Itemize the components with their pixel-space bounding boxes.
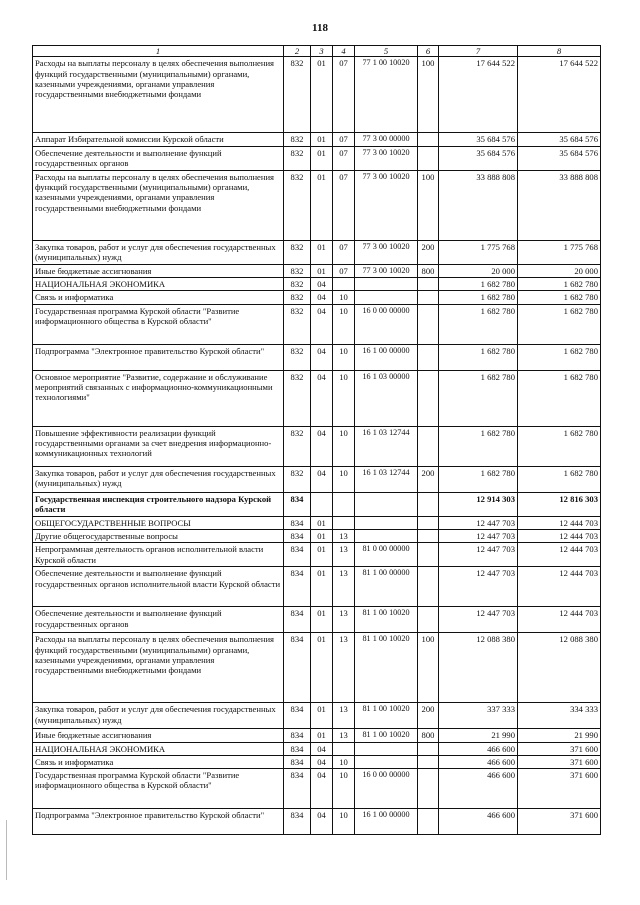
cell-amount-1: 337 333 — [439, 703, 518, 729]
cell-vr — [418, 146, 439, 170]
row-name: Расходы на выплаты персоналу в целях обеспечения выполнения функций государственными (муниципальными) органами, казенными учреждениями, органами управления государственными внебюджетными фондами — [33, 633, 284, 703]
cell-vr — [418, 370, 439, 426]
cell-csr: 16 1 00 00000 — [355, 344, 418, 370]
cell-amount-2: 12 816 303 — [518, 492, 601, 516]
cell-csr: 77 3 00 00000 — [355, 133, 418, 146]
cell-pr: 13 — [333, 729, 355, 742]
cell-csr — [355, 291, 418, 304]
cell-ved: 832 — [284, 264, 311, 277]
cell-csr: 81 1 00 10020 — [355, 607, 418, 633]
table-row — [33, 133, 601, 146]
cell-rz: 04 — [311, 304, 333, 344]
cell-ved: 832 — [284, 146, 311, 170]
row-name: Основное мероприятие "Развитие, содержание и обслуживание мероприятий связанных с информационно-коммуникационными технологиями" — [33, 370, 284, 426]
cell-amount-2: 371 600 — [518, 755, 601, 768]
cell-pr: 10 — [333, 809, 355, 835]
cell-vr — [418, 516, 439, 529]
cell-amount-1: 12 447 703 — [439, 567, 518, 607]
cell-vr: 800 — [418, 729, 439, 742]
cell-amount-2: 1 775 768 — [518, 240, 601, 264]
cell-ved: 834 — [284, 703, 311, 729]
cell-csr: 77 3 00 10020 — [355, 240, 418, 264]
row-name: Иные бюджетные ассигнования — [33, 729, 284, 742]
cell-rz: 01 — [311, 633, 333, 703]
table-row — [33, 264, 601, 277]
header-cell: 7 — [439, 46, 518, 57]
table-row — [33, 742, 601, 755]
cell-ved: 832 — [284, 370, 311, 426]
cell-ved: 834 — [284, 567, 311, 607]
cell-pr — [333, 742, 355, 755]
row-name: НАЦИОНАЛЬНАЯ ЭКОНОМИКА — [33, 277, 284, 290]
cell-ved: 834 — [284, 742, 311, 755]
cell-pr: 13 — [333, 607, 355, 633]
cell-amount-2: 12 444 703 — [518, 543, 601, 567]
row-name: Непрограммная деятельность органов исполнительной власти Курской области — [33, 543, 284, 567]
cell-amount-2: 1 682 780 — [518, 304, 601, 344]
cell-csr: 81 1 00 00000 — [355, 567, 418, 607]
header-cell: 1 — [33, 46, 284, 57]
page-number: 118 — [312, 22, 328, 34]
cell-ved: 832 — [284, 466, 311, 492]
cell-rz: 04 — [311, 755, 333, 768]
table-row — [33, 543, 601, 567]
cell-ved: 834 — [284, 492, 311, 516]
row-name: Иные бюджетные ассигнования — [33, 264, 284, 277]
row-name: Подпрограмма "Электронное правительство Курской области" — [33, 344, 284, 370]
cell-amount-2: 20 000 — [518, 264, 601, 277]
row-name: Обеспечение деятельности и выполнение функций государственных органов — [33, 607, 284, 633]
cell-pr: 13 — [333, 703, 355, 729]
cell-csr: 16 0 00 00000 — [355, 769, 418, 809]
table-row — [33, 146, 601, 170]
table-header-row — [33, 46, 601, 57]
table-row — [33, 277, 601, 290]
table-row — [33, 370, 601, 426]
cell-amount-2: 334 333 — [518, 703, 601, 729]
cell-vr — [418, 755, 439, 768]
cell-csr — [355, 529, 418, 542]
cell-amount-1: 466 600 — [439, 769, 518, 809]
cell-pr: 10 — [333, 370, 355, 426]
cell-amount-1: 12 447 703 — [439, 516, 518, 529]
cell-amount-2: 21 990 — [518, 729, 601, 742]
cell-vr: 200 — [418, 703, 439, 729]
table-row — [33, 755, 601, 768]
cell-ved: 832 — [284, 133, 311, 146]
cell-rz: 01 — [311, 264, 333, 277]
cell-amount-1: 1 775 768 — [439, 240, 518, 264]
cell-ved: 834 — [284, 543, 311, 567]
cell-amount-1: 1 682 780 — [439, 304, 518, 344]
cell-ved: 832 — [284, 170, 311, 240]
row-name: Аппарат Избирательной комиссии Курской области — [33, 133, 284, 146]
cell-vr — [418, 304, 439, 344]
cell-amount-2: 371 600 — [518, 769, 601, 809]
cell-rz: 04 — [311, 742, 333, 755]
cell-ved: 832 — [284, 57, 311, 133]
cell-vr — [418, 809, 439, 835]
cell-pr: 10 — [333, 466, 355, 492]
cell-amount-2: 371 600 — [518, 742, 601, 755]
table-row — [33, 633, 601, 703]
cell-ved: 834 — [284, 809, 311, 835]
cell-amount-2: 12 088 380 — [518, 633, 601, 703]
cell-amount-2: 12 444 703 — [518, 567, 601, 607]
table-row — [33, 529, 601, 542]
cell-rz: 01 — [311, 240, 333, 264]
cell-vr — [418, 277, 439, 290]
cell-amount-2: 1 682 780 — [518, 291, 601, 304]
cell-pr: 13 — [333, 567, 355, 607]
cell-csr: 77 3 00 10020 — [355, 264, 418, 277]
cell-csr: 16 0 00 00000 — [355, 304, 418, 344]
cell-rz: 01 — [311, 567, 333, 607]
row-name: Связь и информатика — [33, 755, 284, 768]
cell-rz: 04 — [311, 769, 333, 809]
row-name: НАЦИОНАЛЬНАЯ ЭКОНОМИКА — [33, 742, 284, 755]
row-name: Государственная инспекция строительного надзора Курской области — [33, 492, 284, 516]
cell-pr: 13 — [333, 543, 355, 567]
cell-rz: 01 — [311, 703, 333, 729]
cell-ved: 832 — [284, 291, 311, 304]
cell-rz: 01 — [311, 516, 333, 529]
table-row — [33, 809, 601, 835]
cell-csr — [355, 516, 418, 529]
cell-csr: 81 1 00 10020 — [355, 633, 418, 703]
row-name: Расходы на выплаты персоналу в целях обеспечения выполнения функций государственными (муниципальными) органами, казенными учреждениями, органами управления государственными внебюджетными фондами — [33, 170, 284, 240]
row-name: Другие общегосударственные вопросы — [33, 529, 284, 542]
budget-table — [32, 45, 601, 835]
cell-csr: 16 1 03 12744 — [355, 426, 418, 466]
cell-amount-2: 12 444 703 — [518, 529, 601, 542]
cell-amount-2: 1 682 780 — [518, 344, 601, 370]
cell-vr: 200 — [418, 466, 439, 492]
cell-amount-1: 1 682 780 — [439, 466, 518, 492]
header-cell: 4 — [333, 46, 355, 57]
cell-rz: 01 — [311, 529, 333, 542]
cell-amount-1: 12 914 303 — [439, 492, 518, 516]
cell-vr — [418, 492, 439, 516]
cell-amount-1: 12 447 703 — [439, 529, 518, 542]
cell-csr — [355, 492, 418, 516]
table-row — [33, 729, 601, 742]
cell-amount-1: 20 000 — [439, 264, 518, 277]
row-name: Повышение эффективности реализации функций государственными органами за счет внедрения информационно-коммуникационных технологий — [33, 426, 284, 466]
row-name: Расходы на выплаты персоналу в целях обеспечения выполнения функций государственными (муниципальными) органами, казенными учреждениями, органами управления государственными внебюджетными фондами — [33, 57, 284, 133]
row-name: Связь и информатика — [33, 291, 284, 304]
cell-amount-1: 1 682 780 — [439, 370, 518, 426]
cell-amount-1: 21 990 — [439, 729, 518, 742]
cell-ved: 834 — [284, 769, 311, 809]
table-row — [33, 607, 601, 633]
cell-amount-2: 1 682 780 — [518, 277, 601, 290]
cell-rz: 01 — [311, 146, 333, 170]
cell-csr: 81 1 00 10020 — [355, 703, 418, 729]
cell-amount-2: 17 644 522 — [518, 57, 601, 133]
cell-amount-2: 12 444 703 — [518, 516, 601, 529]
cell-vr: 800 — [418, 264, 439, 277]
cell-csr: 77 3 00 10020 — [355, 146, 418, 170]
cell-vr — [418, 529, 439, 542]
row-name: Подпрограмма "Электронное правительство Курской области" — [33, 809, 284, 835]
cell-rz: 01 — [311, 543, 333, 567]
cell-csr: 16 1 03 00000 — [355, 370, 418, 426]
cell-ved: 832 — [284, 277, 311, 290]
cell-rz: 04 — [311, 809, 333, 835]
header-cell: 8 — [518, 46, 601, 57]
table-row — [33, 516, 601, 529]
row-name: Обеспечение деятельности и выполнение функций государственных органов исполнительной власти Курской области — [33, 567, 284, 607]
table-row — [33, 466, 601, 492]
cell-amount-2: 371 600 — [518, 809, 601, 835]
cell-pr: 10 — [333, 291, 355, 304]
table-row — [33, 703, 601, 729]
cell-vr: 200 — [418, 240, 439, 264]
cell-csr: 81 1 00 10020 — [355, 729, 418, 742]
row-name: Закупка товаров, работ и услуг для обеспечения государственных (муниципальных) нужд — [33, 240, 284, 264]
cell-pr: 10 — [333, 304, 355, 344]
cell-amount-2: 33 888 808 — [518, 170, 601, 240]
cell-csr: 16 1 03 12744 — [355, 466, 418, 492]
cell-csr: 77 3 00 10020 — [355, 170, 418, 240]
table-row — [33, 170, 601, 240]
header-cell: 2 — [284, 46, 311, 57]
cell-pr — [333, 492, 355, 516]
cell-csr — [355, 755, 418, 768]
header-cell: 5 — [355, 46, 418, 57]
cell-pr: 13 — [333, 633, 355, 703]
cell-pr: 07 — [333, 264, 355, 277]
cell-amount-1: 12 447 703 — [439, 607, 518, 633]
table-row — [33, 567, 601, 607]
cell-csr — [355, 277, 418, 290]
cell-amount-2: 12 444 703 — [518, 607, 601, 633]
cell-ved: 832 — [284, 426, 311, 466]
cell-rz: 01 — [311, 57, 333, 133]
cell-amount-1: 35 684 576 — [439, 133, 518, 146]
cell-amount-2: 1 682 780 — [518, 426, 601, 466]
table-row — [33, 240, 601, 264]
table-row — [33, 304, 601, 344]
cell-vr — [418, 567, 439, 607]
cell-vr — [418, 133, 439, 146]
cell-rz: 04 — [311, 291, 333, 304]
cell-amount-1: 1 682 780 — [439, 277, 518, 290]
cell-pr: 07 — [333, 240, 355, 264]
cell-amount-1: 466 600 — [439, 755, 518, 768]
cell-vr: 100 — [418, 170, 439, 240]
cell-rz: 01 — [311, 607, 333, 633]
cell-vr: 100 — [418, 57, 439, 133]
table-row — [33, 492, 601, 516]
table-row — [33, 344, 601, 370]
cell-rz: 04 — [311, 426, 333, 466]
cell-pr: 10 — [333, 769, 355, 809]
table-row — [33, 291, 601, 304]
table-body — [33, 57, 601, 835]
cell-ved: 834 — [284, 755, 311, 768]
cell-amount-1: 17 644 522 — [439, 57, 518, 133]
cell-ved: 834 — [284, 729, 311, 742]
row-name: Государственная программа Курской области "Развитие информационного общества в Курской области" — [33, 769, 284, 809]
table-row — [33, 769, 601, 809]
row-name: Обеспечение деятельности и выполнение функций государственных органов — [33, 146, 284, 170]
cell-pr: 10 — [333, 755, 355, 768]
cell-amount-2: 35 684 576 — [518, 146, 601, 170]
cell-pr — [333, 277, 355, 290]
cell-rz: 01 — [311, 133, 333, 146]
cell-csr — [355, 742, 418, 755]
cell-amount-1: 1 682 780 — [439, 426, 518, 466]
cell-amount-1: 12 447 703 — [439, 543, 518, 567]
cell-vr — [418, 607, 439, 633]
cell-amount-2: 1 682 780 — [518, 466, 601, 492]
cell-vr — [418, 742, 439, 755]
cell-vr — [418, 344, 439, 370]
cell-rz: 04 — [311, 466, 333, 492]
table-row — [33, 426, 601, 466]
cell-amount-2: 35 684 576 — [518, 133, 601, 146]
cell-ved: 834 — [284, 633, 311, 703]
cell-amount-1: 35 684 576 — [439, 146, 518, 170]
row-name: Закупка товаров, работ и услуг для обеспечения государственных (муниципальных) нужд — [33, 703, 284, 729]
cell-pr: 07 — [333, 57, 355, 133]
header-cell: 6 — [418, 46, 439, 57]
row-name: ОБЩЕГОСУДАРСТВЕННЫЕ ВОПРОСЫ — [33, 516, 284, 529]
cell-amount-1: 33 888 808 — [439, 170, 518, 240]
cell-rz: 04 — [311, 344, 333, 370]
cell-pr: 10 — [333, 344, 355, 370]
cell-pr: 07 — [333, 170, 355, 240]
cell-rz: 01 — [311, 729, 333, 742]
cell-amount-1: 466 600 — [439, 742, 518, 755]
cell-rz: 01 — [311, 170, 333, 240]
cell-ved: 832 — [284, 304, 311, 344]
cell-rz — [311, 492, 333, 516]
table-row — [33, 57, 601, 133]
cell-amount-1: 1 682 780 — [439, 344, 518, 370]
cell-rz: 04 — [311, 370, 333, 426]
cell-amount-1: 466 600 — [439, 809, 518, 835]
cell-ved: 834 — [284, 516, 311, 529]
cell-csr: 77 1 00 10020 — [355, 57, 418, 133]
cell-csr: 81 0 00 00000 — [355, 543, 418, 567]
cell-ved: 832 — [284, 344, 311, 370]
scan-margin-line — [6, 820, 7, 880]
cell-pr: 10 — [333, 426, 355, 466]
cell-vr — [418, 291, 439, 304]
cell-pr: 07 — [333, 146, 355, 170]
row-name: Государственная программа Курской области "Развитие информационного общества в Курской области" — [33, 304, 284, 344]
cell-pr: 13 — [333, 529, 355, 542]
cell-amount-1: 1 682 780 — [439, 291, 518, 304]
cell-pr — [333, 516, 355, 529]
cell-amount-1: 12 088 380 — [439, 633, 518, 703]
cell-vr: 100 — [418, 633, 439, 703]
cell-vr — [418, 543, 439, 567]
cell-amount-2: 1 682 780 — [518, 370, 601, 426]
cell-pr: 07 — [333, 133, 355, 146]
cell-ved: 834 — [284, 607, 311, 633]
cell-ved: 832 — [284, 240, 311, 264]
row-name: Закупка товаров, работ и услуг для обеспечения государственных (муниципальных) нужд — [33, 466, 284, 492]
header-cell: 3 — [311, 46, 333, 57]
cell-vr — [418, 769, 439, 809]
cell-rz: 04 — [311, 277, 333, 290]
cell-ved: 834 — [284, 529, 311, 542]
cell-vr — [418, 426, 439, 466]
cell-csr: 16 1 00 00000 — [355, 809, 418, 835]
